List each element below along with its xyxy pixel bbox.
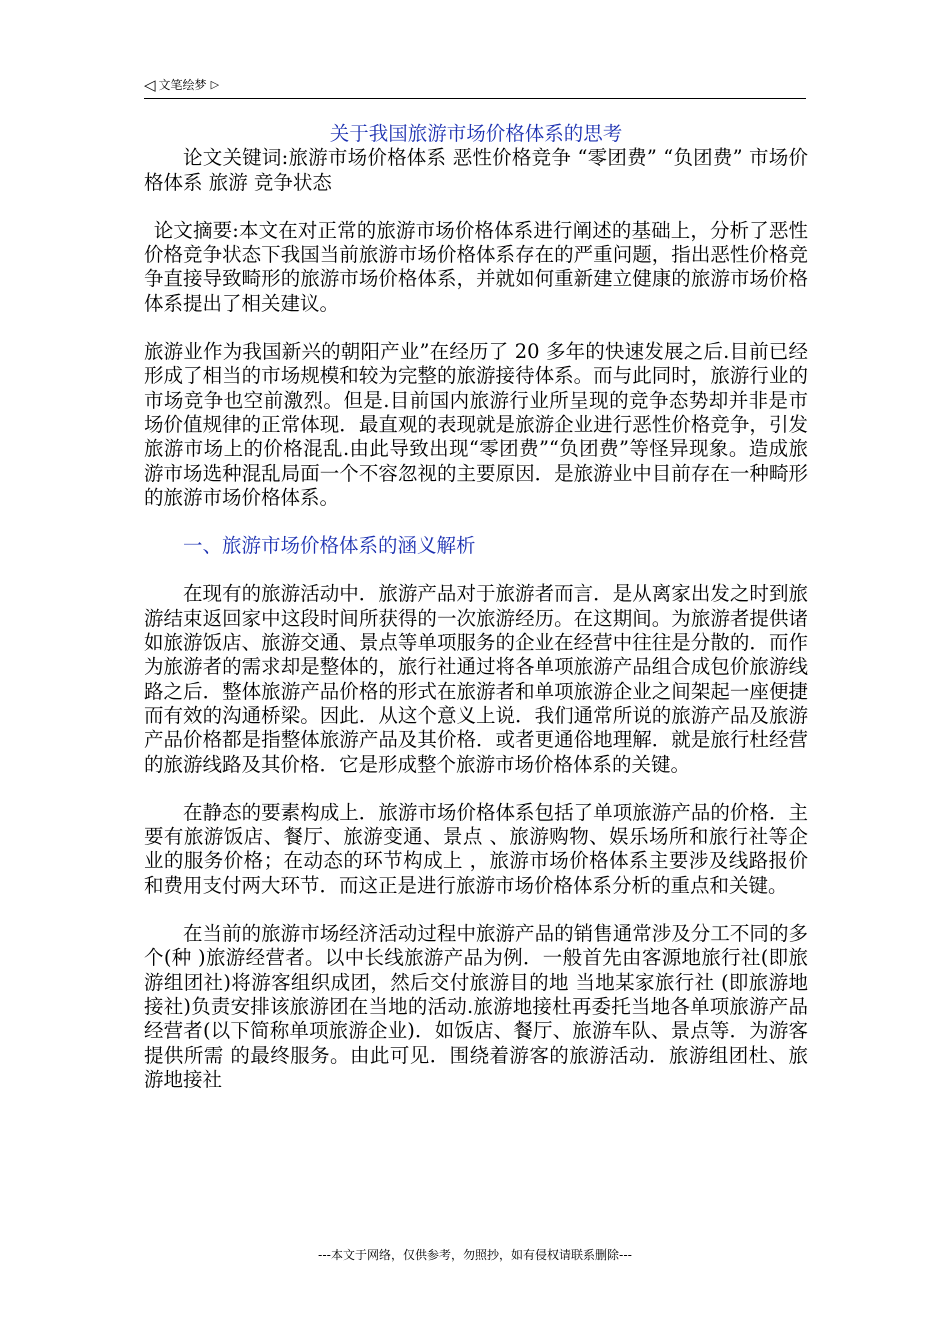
page-header	[144, 74, 806, 99]
paragraph-2: 在静态的要素构成上．旅游市场价格体系包括了单项旅游产品的价格．主要有旅游饭店、餐厅、旅游变通、景点 、旅游购物、娱乐场所和旅行社等企业的服务价格；在动态的环节构成上 ，旅游市场价格体系主要涉及线路报价和费用支付两大环节．而这正是进行旅游市场价格体系分析的重点和关键。	[144, 800, 808, 897]
article-title: 关于我国旅游市场价格体系的思考	[329, 122, 623, 145]
paragraph-1: 在现有的旅游活动中．旅游产品对于旅游者而言．是从离家出发之时到旅游结束返回家中这段时间所获得的一次旅游经历。在这期间。为旅游者提供诸如旅游饭店、旅游交通、景点等单项服务的企业在经营中往往是分散的．而作为旅游者的需求却是整体的，旅行社通过将各单项旅游产品组合成包价旅游线路之后．整体旅游产品价格的形式在旅游者和单项旅游企业之间架起一座便捷而有效的沟通桥梁。因此．从这个意义上说．我们通常所说的旅游产品及旅游产品价格都是指整体旅游产品及其价格．或者更通俗地理解．就是旅行杜经营的旅游线路及其价格．它是形成整个旅游市场价格体系的关键。	[144, 582, 808, 776]
keywords: 论文关键词:旅游市场价格体系 恶性价格竞争 “零团费” “负团费” 市场价格体系 旅游 竞争状态	[144, 146, 808, 194]
spacer	[144, 195, 808, 219]
brand-name: 文笔绘梦	[158, 78, 207, 92]
footer-notice: ---本文于网络，仅供参考，勿照抄，如有侵权请联系删除---	[318, 1248, 632, 1262]
triangle-right-icon: ▷	[210, 78, 220, 91]
triangle-left-icon: ◁	[144, 76, 156, 94]
spacer	[144, 510, 808, 534]
spacer	[144, 898, 808, 922]
article-body	[144, 122, 808, 1092]
intro-paragraph: 旅游业作为我国新兴的朝阳产业”在经历了 20 多年的快速发展之后.目前已经形成了相当的市场规模和较为完整的旅游接待体系。而与此同时，旅游行业的市场竞争也空前激烈。但是.目前国内旅游行业所呈现的竞争态势却并非是市场价值规律的正常体现．最直观的表现就是旅游企业进行恶性价格竞争，引发旅游市场上的价格混乱.由此导致出现“零团费”“负团费”等怪异现象。造成旅游市场选种混乱局面一个不容忽视的主要原因．是旅游业中目前存在一种畸形的旅游市场价格体系。	[144, 340, 808, 509]
paragraph-3: 在当前的旅游市场经济活动过程中旅游产品的销售通常涉及分工不同的多个(种 )旅游经营者。以中长线旅游产品为例．一般首先由客源地旅行社(即旅游组团社)将游客组织成团，然后交付旅游目的地 当地某家旅行社 (即旅游地接社)负责安排该旅游团在当地的活动.旅游地接杜再委托当地各单项旅游产品经营者(以下简称单项旅游企业)．如饭店、餐厅、旅游车队、景点等．为游客提供所需 的最终服务。由此可见．围绕着游客的旅游活动．旅游组团杜、旅游地接社	[144, 922, 808, 1091]
section-heading: 一、旅游市场价格体系的涵义解析	[183, 534, 476, 558]
spacer	[144, 777, 808, 801]
spacer	[144, 558, 808, 582]
abstract: 论文摘要:本文在对正常的旅游市场价格体系进行阐述的基础上，分析了恶性价格竞争状态下我国当前旅游市场价格体系存在的严重问题，指出恶性价格竞争直接导致畸形的旅游市场价格体系，并就如何重新建立健康的旅游市场价格体系提出了相关建议。	[144, 218, 808, 315]
spacer	[144, 316, 808, 340]
